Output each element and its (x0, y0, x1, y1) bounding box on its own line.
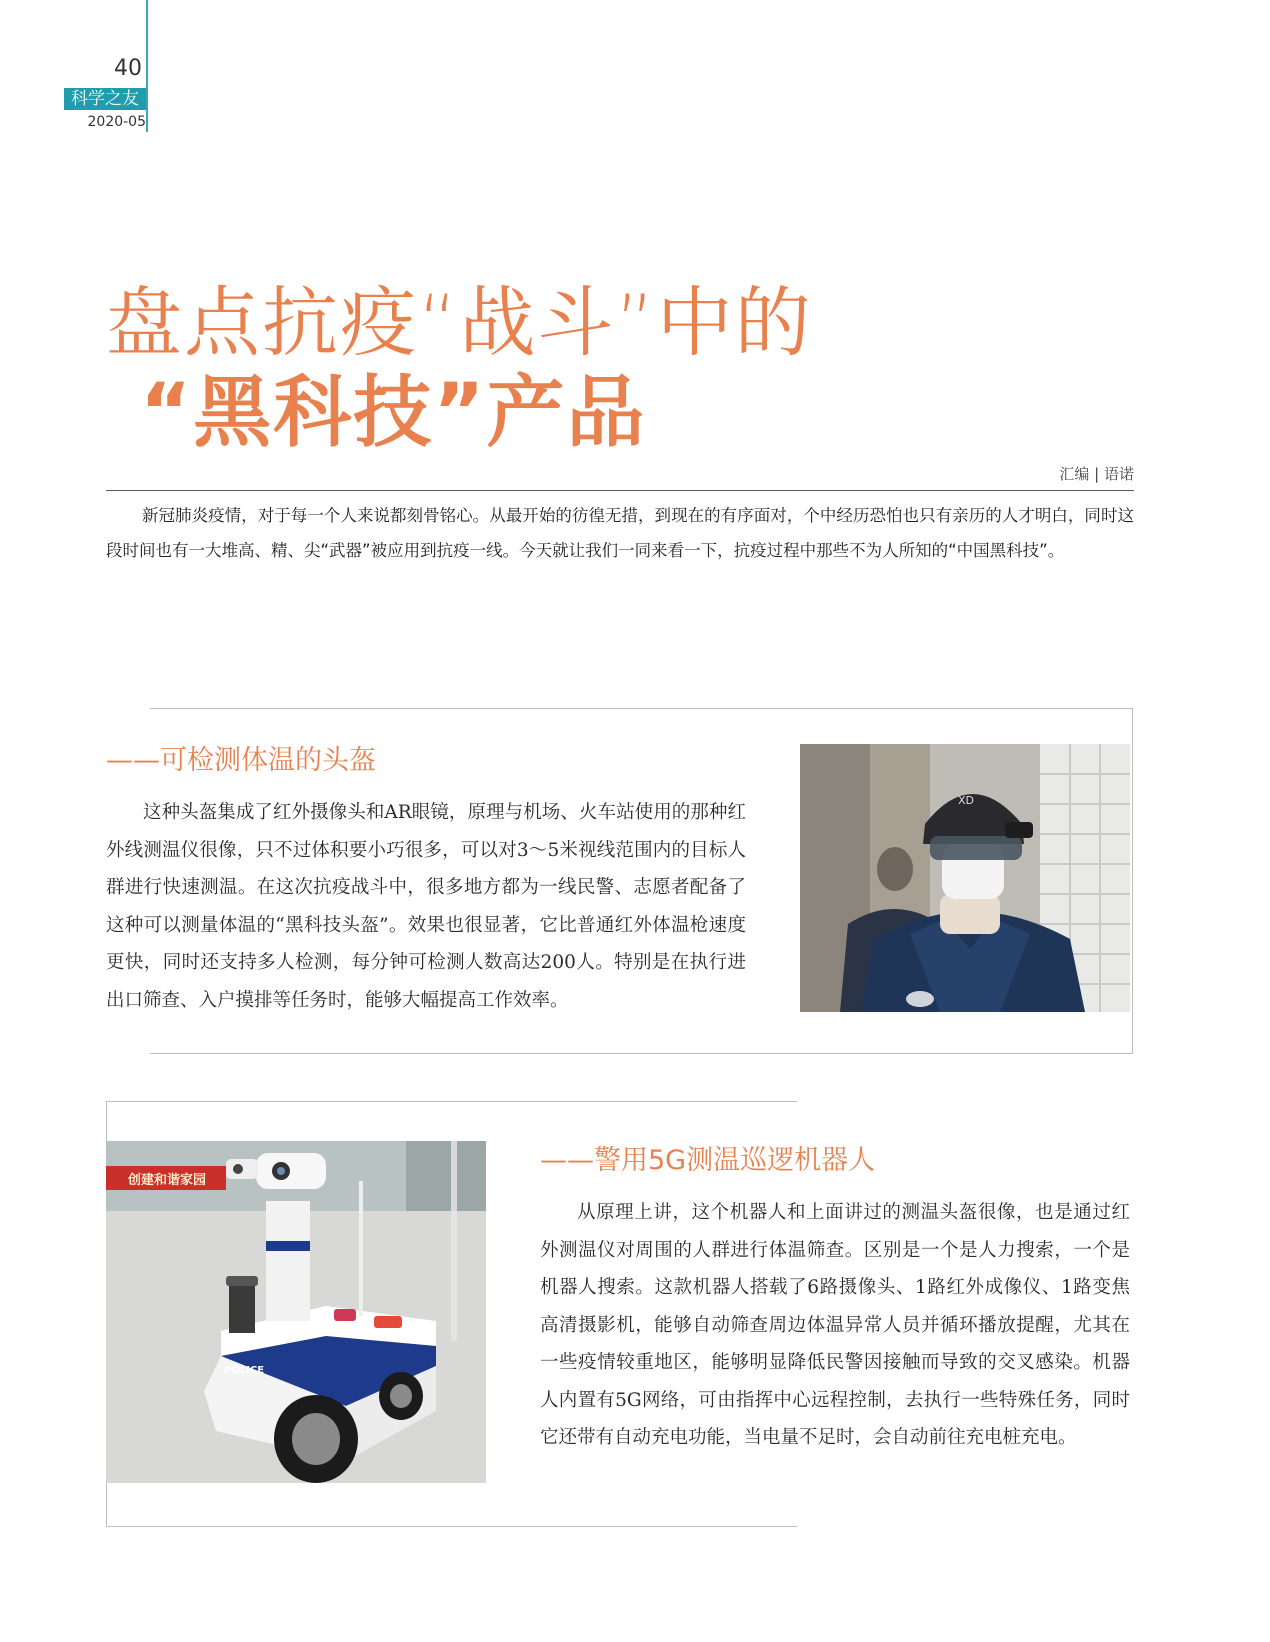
page-number: 40 (114, 56, 142, 81)
issue-date: 2020-05 (87, 114, 146, 130)
intro-paragraph: 新冠肺炎疫情，对于每一个人来说都刻骨铭心。从最开始的彷徨无措，到现在的有序面对，个中经历恐怕也只有亲历的人才明白，同时这段时间也有一大堆高、精、尖“武器”被应用到抗疫一线。今天就让我们一同来看一下，抗疫过程中那些不为人所知的“中国黑科技”。 (106, 506, 1134, 560)
robot-label: POLICE (224, 1365, 265, 1376)
article-title-line1: 盘点抗疫“战斗”中的 (106, 278, 813, 367)
section2-heading: ——警用5G测温巡逻机器人 (540, 1145, 876, 1176)
header-divider (146, 0, 148, 132)
helmet-sign: XD (958, 794, 975, 807)
byline: 汇编 | 语诺 (1059, 465, 1134, 483)
section1-body: 这种头盔集成了红外摄像头和AR眼镜，原理与机场、火车站使用的那种红外线测温仪很像，只不过体积要小巧很多，可以对3～5米视线范围内的目标人群进行快速测温。在这次抗疫战斗中，很多地方都为一线民警、志愿者配备了这种可以测量体温的“黑科技头盔”。效果也很显著，它比普通红外体温枪速度更快，同时还支持多人检测，每分钟可检测人数高达200人。特别是在执行进出口筛查、入户摸排等任务时，能够大幅提高工作效率。 (106, 802, 746, 1011)
section2-body: 从原理上讲，这个机器人和上面讲过的测温头盔很像，也是通过红外测温仪对周围的人群进行体温筛查。区别是一个是人力搜索，一个是机器人搜索。这款机器人搭载了6路摄像头、1路红外成像仪、1路变焦高清摄影机，能够自动筛查周边体温异常人员并循环播放提醒，尤其在一些疫情较重地区，能够明显降低民警因接触而导致的交叉感染。机器人内置有5G网络，可由指挥中心远程控制，去执行一些特殊任务，同时它还带有自动充电功能，当电量不足时，会自动前往充电桩充电。 (540, 1202, 1130, 1448)
robot-photo-illustration (106, 1141, 486, 1483)
title-rule (106, 490, 1134, 491)
robot-banner: 创建和谐家园 (128, 1173, 207, 1188)
helmet-photo-illustration (800, 744, 1130, 1012)
section1-heading: ——可检测体温的头盔 (106, 745, 376, 776)
robot-photo (106, 1141, 486, 1483)
helmet-photo (800, 744, 1130, 1012)
article-title-line2: “黑科技”产品 (140, 368, 647, 458)
magazine-name: 科学之友 (64, 88, 146, 110)
